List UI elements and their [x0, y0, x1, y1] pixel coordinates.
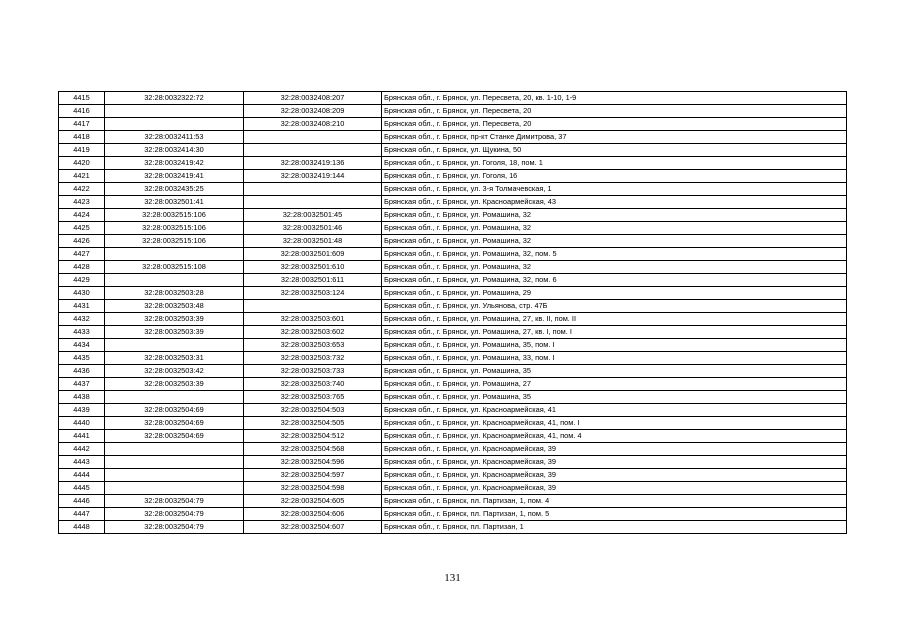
building-cadastral-number-cell: 32:28:0032501:48 [244, 235, 382, 248]
address-cell: Брянская обл., г. Брянск, ул. Ромашина, 32 [382, 209, 847, 222]
land-cadastral-number-cell: 32:28:0032503:28 [105, 287, 244, 300]
land-cadastral-number-cell: 32:28:0032503:42 [105, 365, 244, 378]
row-number-cell: 4424 [59, 209, 105, 222]
table-row [59, 287, 847, 300]
table-row [59, 521, 847, 534]
table-row [59, 235, 847, 248]
row-number-cell: 4433 [59, 326, 105, 339]
building-cadastral-number-cell: 32:28:0032501:611 [244, 274, 382, 287]
building-cadastral-number-cell [244, 196, 382, 209]
land-cadastral-number-cell: 32:28:0032515:106 [105, 235, 244, 248]
address-cell: Брянская обл., г. Брянск, ул. Ромашина, 35, пом. I [382, 339, 847, 352]
land-cadastral-number-cell [105, 274, 244, 287]
table-row [59, 469, 847, 482]
page-number: 131 [444, 572, 461, 584]
row-number-cell: 4416 [59, 105, 105, 118]
table-row [59, 495, 847, 508]
building-cadastral-number-cell: 32:28:0032504:605 [244, 495, 382, 508]
address-cell: Брянская обл., г. Брянск, ул. Пересвета, 20 [382, 118, 847, 131]
table-row [59, 274, 847, 287]
row-number-cell: 4434 [59, 339, 105, 352]
address-cell: Брянская обл., г. Брянск, ул. Ромашина, 35 [382, 391, 847, 404]
land-cadastral-number-cell [105, 482, 244, 495]
table-row [59, 313, 847, 326]
building-cadastral-number-cell: 32:28:0032504:596 [244, 456, 382, 469]
address-cell: Брянская обл., г. Брянск, ул. 3-я Толмачевская, 1 [382, 183, 847, 196]
address-cell: Брянская обл., г. Брянск, ул. Ромашина, 33, пом. I [382, 352, 847, 365]
row-number-cell: 4417 [59, 118, 105, 131]
address-cell: Брянская обл., г. Брянск, ул. Ромашина, 32, пом. 6 [382, 274, 847, 287]
table-row [59, 443, 847, 456]
row-number-cell: 4431 [59, 300, 105, 313]
table-row [59, 352, 847, 365]
address-cell: Брянская обл., г. Брянск, ул. Красноармейская, 39 [382, 443, 847, 456]
land-cadastral-number-cell [105, 443, 244, 456]
row-number-cell: 4428 [59, 261, 105, 274]
land-cadastral-number-cell [105, 456, 244, 469]
row-number-cell: 4429 [59, 274, 105, 287]
land-cadastral-number-cell [105, 105, 244, 118]
table-row [59, 222, 847, 235]
address-cell: Брянская обл., г. Брянск, ул. Гоголя, 18, пом. 1 [382, 157, 847, 170]
land-cadastral-number-cell: 32:28:0032322:72 [105, 92, 244, 105]
table-row [59, 365, 847, 378]
address-cell: Брянская обл., г. Брянск, ул. Красноармейская, 39 [382, 469, 847, 482]
land-cadastral-number-cell: 32:28:0032504:79 [105, 495, 244, 508]
address-cell: Брянская обл., г. Брянск, ул. Ромашина, 32 [382, 235, 847, 248]
row-number-cell: 4441 [59, 430, 105, 443]
building-cadastral-number-cell: 32:28:0032501:45 [244, 209, 382, 222]
land-cadastral-number-cell: 32:28:0032414:30 [105, 144, 244, 157]
address-cell: Брянская обл., г. Брянск, ул. Ромашина, 32 [382, 261, 847, 274]
building-cadastral-number-cell: 32:28:0032504:598 [244, 482, 382, 495]
table-row [59, 92, 847, 105]
address-cell: Брянская обл., г. Брянск, ул. Гоголя, 16 [382, 170, 847, 183]
building-cadastral-number-cell: 32:28:0032503:124 [244, 287, 382, 300]
table-row [59, 378, 847, 391]
land-cadastral-number-cell [105, 469, 244, 482]
address-cell: Брянская обл., г. Брянск, пр-кт Станке Димитрова, 37 [382, 131, 847, 144]
row-number-cell: 4436 [59, 365, 105, 378]
table-row [59, 300, 847, 313]
building-cadastral-number-cell: 32:28:0032408:209 [244, 105, 382, 118]
building-cadastral-number-cell [244, 131, 382, 144]
land-cadastral-number-cell: 32:28:0032515:106 [105, 222, 244, 235]
land-cadastral-number-cell: 32:28:0032504:79 [105, 508, 244, 521]
address-cell: Брянская обл., г. Брянск, ул. Ульянова, стр. 47Б [382, 300, 847, 313]
table-row [59, 417, 847, 430]
row-number-cell: 4426 [59, 235, 105, 248]
row-number-cell: 4445 [59, 482, 105, 495]
row-number-cell: 4440 [59, 417, 105, 430]
row-number-cell: 4442 [59, 443, 105, 456]
land-cadastral-number-cell: 32:28:0032503:39 [105, 378, 244, 391]
building-cadastral-number-cell: 32:28:0032504:503 [244, 404, 382, 417]
row-number-cell: 4423 [59, 196, 105, 209]
building-cadastral-number-cell [244, 183, 382, 196]
row-number-cell: 4422 [59, 183, 105, 196]
land-cadastral-number-cell: 32:28:0032503:39 [105, 313, 244, 326]
address-cell: Брянская обл., г. Брянск, ул. Ромашина, 27, кв. I, пом. I [382, 326, 847, 339]
row-number-cell: 4435 [59, 352, 105, 365]
land-cadastral-number-cell: 32:28:0032419:42 [105, 157, 244, 170]
building-cadastral-number-cell: 32:28:0032504:607 [244, 521, 382, 534]
land-cadastral-number-cell: 32:28:0032411:53 [105, 131, 244, 144]
land-cadastral-number-cell [105, 391, 244, 404]
building-cadastral-number-cell: 32:28:0032504:512 [244, 430, 382, 443]
table-row [59, 508, 847, 521]
building-cadastral-number-cell: 32:28:0032503:765 [244, 391, 382, 404]
address-cell: Брянская обл., г. Брянск, ул. Красноармейская, 41, пом. 4 [382, 430, 847, 443]
address-cell: Брянская обл., г. Брянск, ул. Ромашина, 35 [382, 365, 847, 378]
table-row [59, 391, 847, 404]
row-number-cell: 4418 [59, 131, 105, 144]
address-cell: Брянская обл., г. Брянск, ул. Ромашина, 27 [382, 378, 847, 391]
land-cadastral-number-cell: 32:28:0032504:79 [105, 521, 244, 534]
row-number-cell: 4421 [59, 170, 105, 183]
land-cadastral-number-cell: 32:28:0032503:31 [105, 352, 244, 365]
row-number-cell: 4443 [59, 456, 105, 469]
building-cadastral-number-cell: 32:28:0032408:210 [244, 118, 382, 131]
building-cadastral-number-cell: 32:28:0032501:46 [244, 222, 382, 235]
row-number-cell: 4438 [59, 391, 105, 404]
building-cadastral-number-cell: 32:28:0032504:568 [244, 443, 382, 456]
table-row [59, 144, 847, 157]
row-number-cell: 4420 [59, 157, 105, 170]
land-cadastral-number-cell [105, 248, 244, 261]
table-row [59, 118, 847, 131]
row-number-cell: 4439 [59, 404, 105, 417]
land-cadastral-number-cell: 32:28:0032504:69 [105, 430, 244, 443]
land-cadastral-number-cell: 32:28:0032435:25 [105, 183, 244, 196]
land-cadastral-number-cell [105, 339, 244, 352]
table-row [59, 326, 847, 339]
address-cell: Брянская обл., г. Брянск, ул. Красноармейская, 41, пом. I [382, 417, 847, 430]
land-cadastral-number-cell [105, 118, 244, 131]
building-cadastral-number-cell: 32:28:0032503:733 [244, 365, 382, 378]
building-cadastral-number-cell: 32:28:0032503:602 [244, 326, 382, 339]
table-row [59, 482, 847, 495]
table-row [59, 456, 847, 469]
building-cadastral-number-cell: 32:28:0032419:144 [244, 170, 382, 183]
row-number-cell: 4415 [59, 92, 105, 105]
row-number-cell: 4437 [59, 378, 105, 391]
building-cadastral-number-cell: 32:28:0032419:136 [244, 157, 382, 170]
building-cadastral-number-cell: 32:28:0032504:505 [244, 417, 382, 430]
address-cell: Брянская обл., г. Брянск, пл. Партизан, 1, пом. 4 [382, 495, 847, 508]
address-cell: Брянская обл., г. Брянск, ул. Пересвета, 20, кв. 1-10, 1-9 [382, 92, 847, 105]
address-cell: Брянская обл., г. Брянск, ул. Пересвета, 20 [382, 105, 847, 118]
table-row [59, 170, 847, 183]
building-cadastral-number-cell: 32:28:0032408:207 [244, 92, 382, 105]
address-cell: Брянская обл., г. Брянск, ул. Ромашина, 32 [382, 222, 847, 235]
row-number-cell: 4425 [59, 222, 105, 235]
table-row [59, 183, 847, 196]
land-cadastral-number-cell: 32:28:0032504:69 [105, 417, 244, 430]
building-cadastral-number-cell: 32:28:0032503:653 [244, 339, 382, 352]
table-row [59, 430, 847, 443]
land-cadastral-number-cell: 32:28:0032515:108 [105, 261, 244, 274]
row-number-cell: 4432 [59, 313, 105, 326]
registry-table-body [59, 92, 847, 534]
row-number-cell: 4447 [59, 508, 105, 521]
building-cadastral-number-cell: 32:28:0032503:732 [244, 352, 382, 365]
row-number-cell: 4419 [59, 144, 105, 157]
address-cell: Брянская обл., г. Брянск, ул. Красноармейская, 41 [382, 404, 847, 417]
address-cell: Брянская обл., г. Брянск, ул. Ромашина, 29 [382, 287, 847, 300]
row-number-cell: 4444 [59, 469, 105, 482]
address-cell: Брянская обл., г. Брянск, ул. Щукина, 50 [382, 144, 847, 157]
address-cell: Брянская обл., г. Брянск, ул. Ромашина, 32, пом. 5 [382, 248, 847, 261]
address-cell: Брянская обл., г. Брянск, пл. Партизан, 1 [382, 521, 847, 534]
building-cadastral-number-cell: 32:28:0032501:609 [244, 248, 382, 261]
building-cadastral-number-cell: 32:28:0032501:610 [244, 261, 382, 274]
table-row [59, 248, 847, 261]
building-cadastral-number-cell: 32:28:0032503:740 [244, 378, 382, 391]
land-cadastral-number-cell: 32:28:0032503:39 [105, 326, 244, 339]
land-cadastral-number-cell: 32:28:0032501:41 [105, 196, 244, 209]
land-cadastral-number-cell: 32:28:0032504:69 [105, 404, 244, 417]
building-cadastral-number-cell: 32:28:0032504:597 [244, 469, 382, 482]
building-cadastral-number-cell: 32:28:0032503:601 [244, 313, 382, 326]
row-number-cell: 4446 [59, 495, 105, 508]
land-cadastral-number-cell: 32:28:0032503:48 [105, 300, 244, 313]
land-cadastral-number-cell: 32:28:0032419:41 [105, 170, 244, 183]
row-number-cell: 4427 [59, 248, 105, 261]
table-row [59, 339, 847, 352]
row-number-cell: 4448 [59, 521, 105, 534]
building-cadastral-number-cell: 32:28:0032504:606 [244, 508, 382, 521]
table-row [59, 261, 847, 274]
table-row [59, 105, 847, 118]
row-number-cell: 4430 [59, 287, 105, 300]
address-cell: Брянская обл., г. Брянск, ул. Ромашина, 27, кв. II, пом. II [382, 313, 847, 326]
table-row [59, 209, 847, 222]
address-cell: Брянская обл., г. Брянск, ул. Красноармейская, 43 [382, 196, 847, 209]
land-cadastral-number-cell: 32:28:0032515:106 [105, 209, 244, 222]
building-cadastral-number-cell [244, 300, 382, 313]
cadastral-registry-table [58, 91, 847, 534]
address-cell: Брянская обл., г. Брянск, ул. Красноармейская, 39 [382, 482, 847, 495]
table-row [59, 157, 847, 170]
address-cell: Брянская обл., г. Брянск, ул. Красноармейская, 39 [382, 456, 847, 469]
building-cadastral-number-cell [244, 144, 382, 157]
table-row [59, 404, 847, 417]
table-row [59, 196, 847, 209]
address-cell: Брянская обл., г. Брянск, пл. Партизан, 1, пом. 5 [382, 508, 847, 521]
table-row [59, 131, 847, 144]
